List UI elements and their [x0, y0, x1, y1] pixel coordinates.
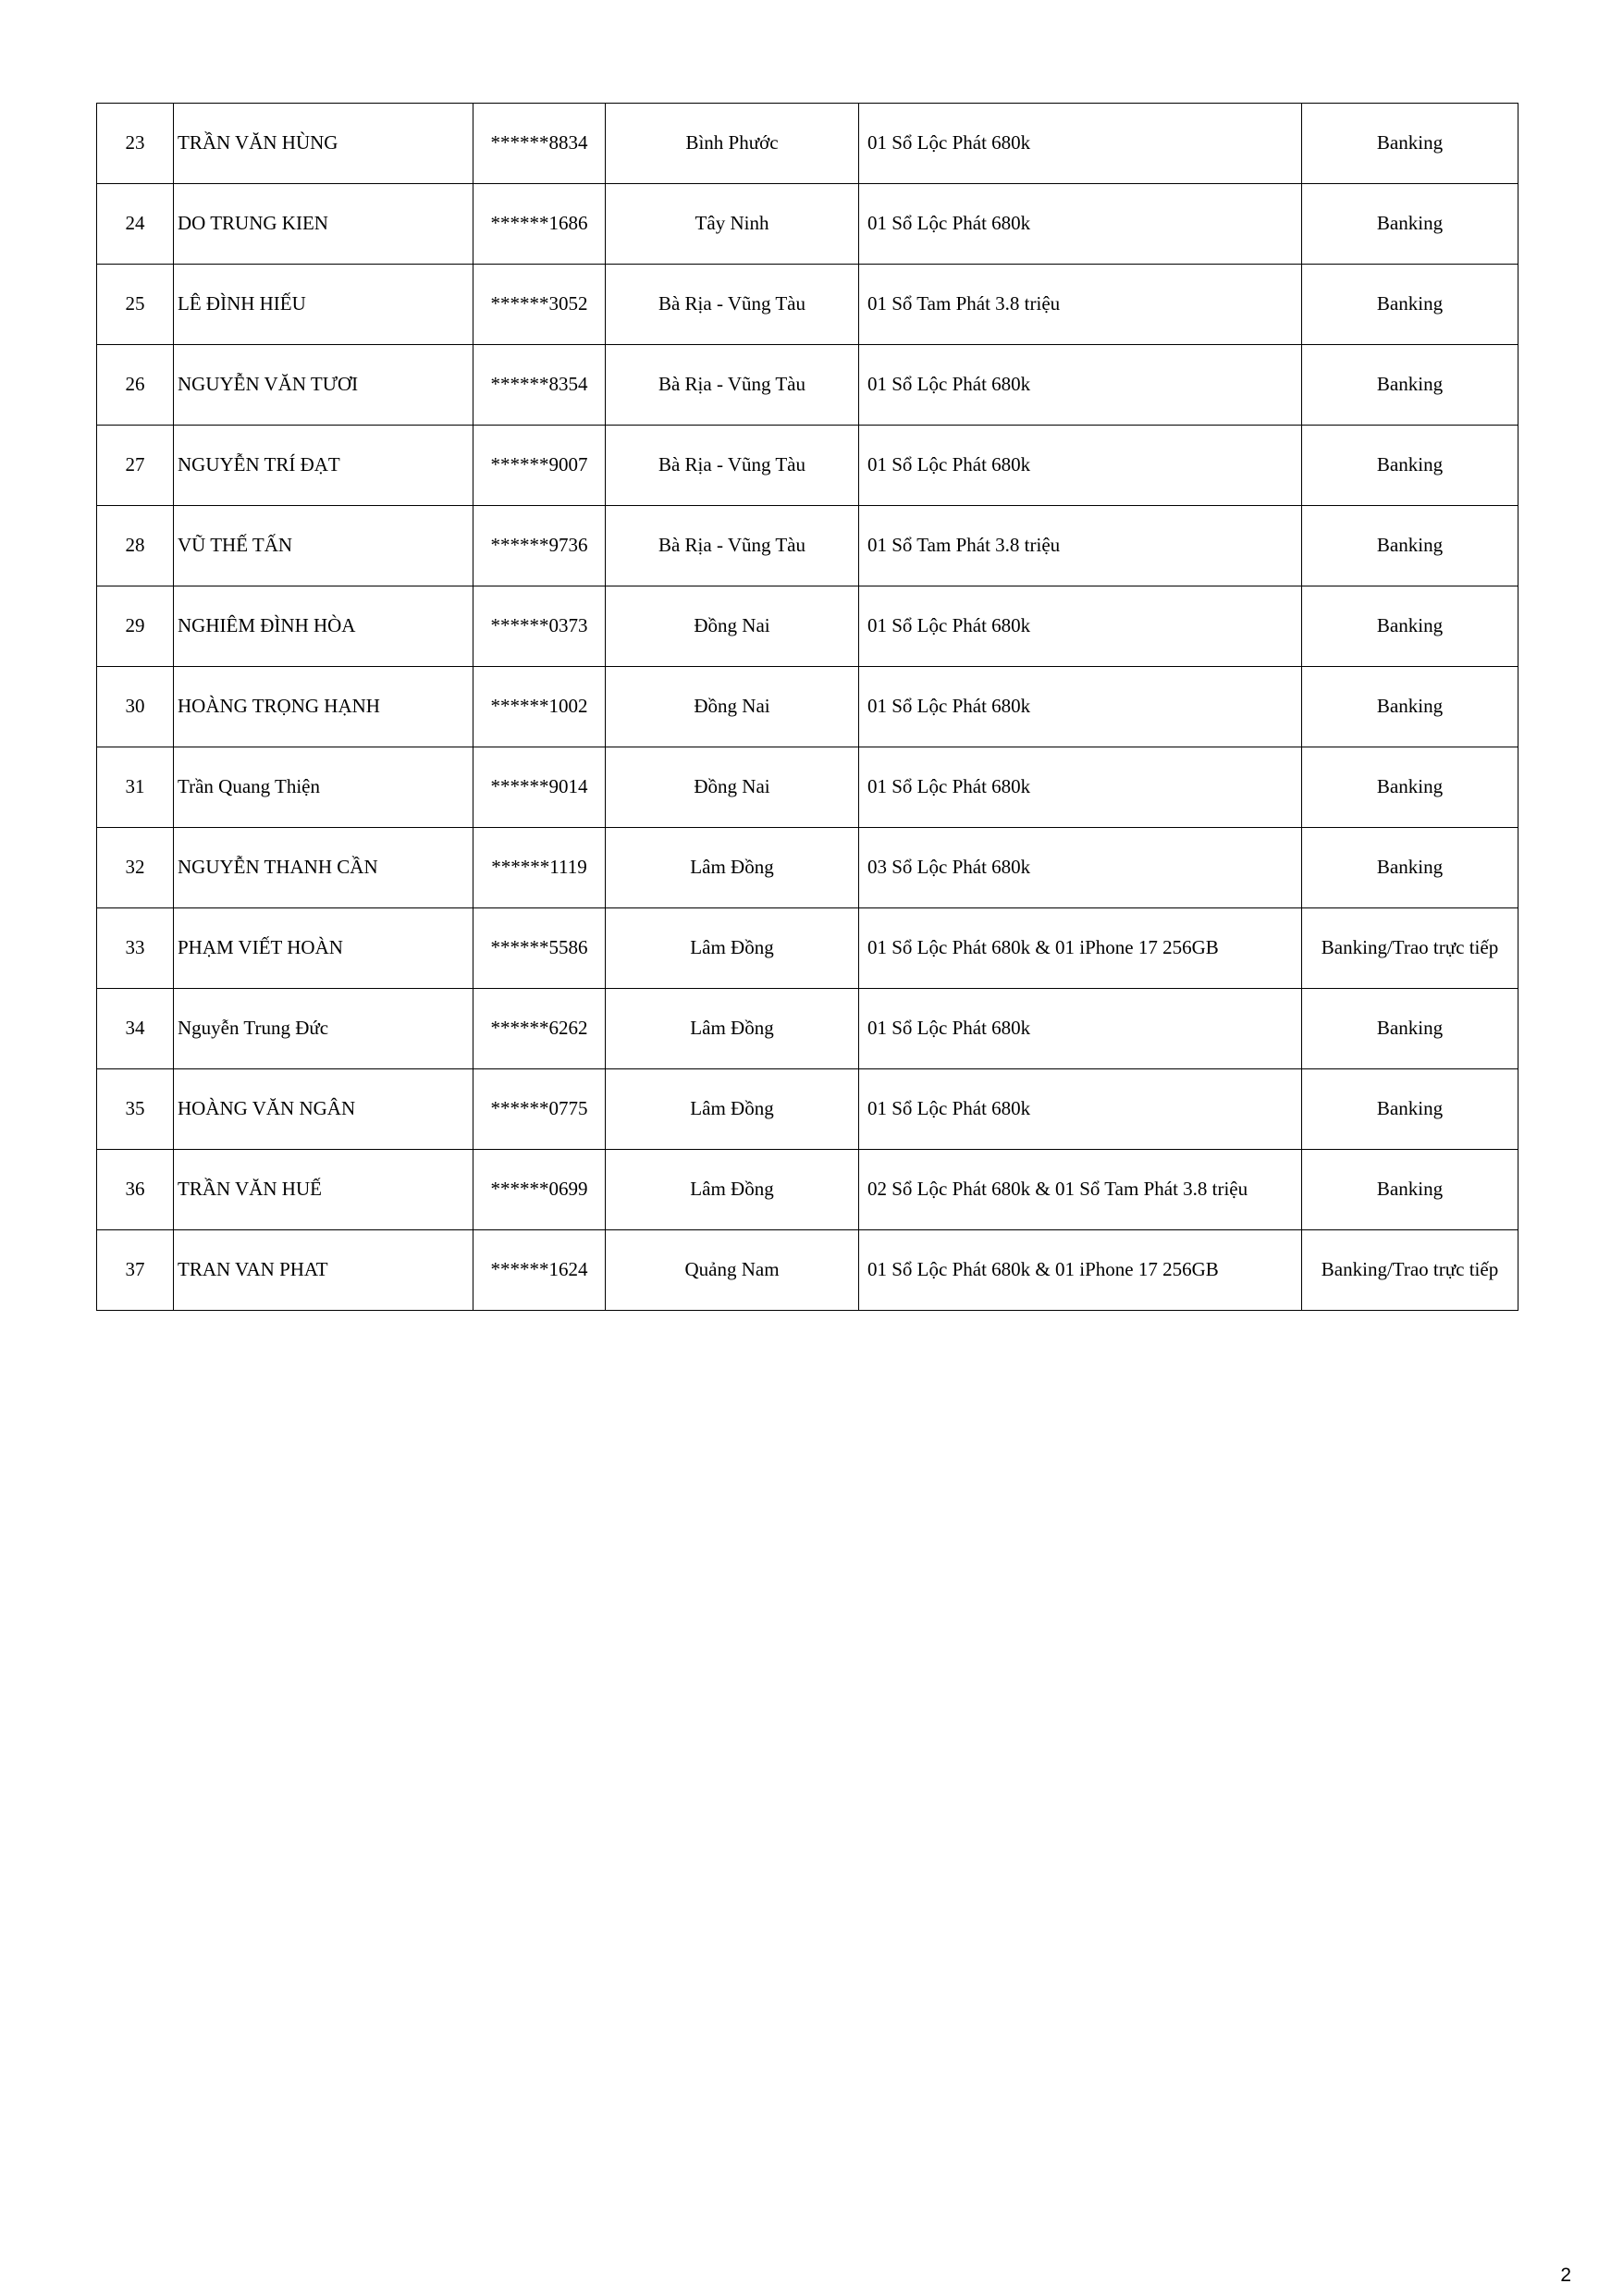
cell-prize: 01 Sổ Lộc Phát 680k: [859, 426, 1302, 506]
cell-customer-name: TRẦN VĂN HUẾ: [174, 1150, 473, 1230]
cell-province: Đồng Nai: [606, 667, 859, 747]
cell-account-number: ******9007: [473, 426, 606, 506]
cell-award-method: Banking: [1302, 989, 1518, 1069]
table-row: [97, 828, 1518, 908]
cell-prize: 01 Sổ Lộc Phát 680k: [859, 586, 1302, 667]
cell-prize: 01 Sổ Tam Phát 3.8 triệu: [859, 506, 1302, 586]
cell-stt: 23: [97, 104, 174, 184]
table-row: [97, 1230, 1518, 1311]
cell-prize: 03 Sổ Lộc Phát 680k: [859, 828, 1302, 908]
cell-province: Tây Ninh: [606, 184, 859, 265]
cell-prize: 01 Sổ Lộc Phát 680k: [859, 184, 1302, 265]
cell-stt: 29: [97, 586, 174, 667]
table-row: [97, 586, 1518, 667]
table-row: [97, 989, 1518, 1069]
table-row: [97, 345, 1518, 426]
cell-customer-name: Nguyễn Trung Đức: [174, 989, 473, 1069]
cell-province: Đồng Nai: [606, 747, 859, 828]
cell-province: Lâm Đồng: [606, 908, 859, 989]
table-row: [97, 908, 1518, 989]
cell-customer-name: NGHIÊM ĐÌNH HÒA: [174, 586, 473, 667]
table-row: [97, 104, 1518, 184]
cell-province: Bà Rịa - Vũng Tàu: [606, 506, 859, 586]
table-row: [97, 184, 1518, 265]
cell-award-method: Banking: [1302, 747, 1518, 828]
table-row: [97, 426, 1518, 506]
cell-account-number: ******3052: [473, 265, 606, 345]
cell-customer-name: NGUYỄN VĂN TƯƠI: [174, 345, 473, 426]
cell-award-method: Banking: [1302, 586, 1518, 667]
cell-award-method: Banking: [1302, 506, 1518, 586]
cell-stt: 34: [97, 989, 174, 1069]
cell-stt: 30: [97, 667, 174, 747]
cell-stt: 35: [97, 1069, 174, 1150]
cell-prize: 01 Sổ Lộc Phát 680k: [859, 104, 1302, 184]
cell-award-method: Banking: [1302, 104, 1518, 184]
cell-prize: 01 Sổ Lộc Phát 680k: [859, 345, 1302, 426]
table-row: [97, 265, 1518, 345]
cell-stt: 28: [97, 506, 174, 586]
table-row: [97, 1069, 1518, 1150]
winners-table: [96, 103, 1518, 1311]
cell-account-number: ******1119: [473, 828, 606, 908]
cell-account-number: ******6262: [473, 989, 606, 1069]
cell-award-method: Banking: [1302, 184, 1518, 265]
cell-account-number: ******0775: [473, 1069, 606, 1150]
cell-account-number: ******0373: [473, 586, 606, 667]
cell-customer-name: HOÀNG VĂN NGÂN: [174, 1069, 473, 1150]
cell-customer-name: LÊ ĐÌNH HIẾU: [174, 265, 473, 345]
cell-stt: 32: [97, 828, 174, 908]
cell-province: Lâm Đồng: [606, 989, 859, 1069]
winners-table-body: [97, 104, 1518, 1311]
cell-province: Bà Rịa - Vũng Tàu: [606, 265, 859, 345]
cell-award-method: Banking: [1302, 1150, 1518, 1230]
cell-account-number: ******8354: [473, 345, 606, 426]
table-row: [97, 506, 1518, 586]
cell-customer-name: DO TRUNG KIEN: [174, 184, 473, 265]
cell-account-number: ******9014: [473, 747, 606, 828]
cell-province: Lâm Đồng: [606, 828, 859, 908]
cell-prize: 02 Sổ Lộc Phát 680k & 01 Sổ Tam Phát 3.8 triệu: [859, 1150, 1302, 1230]
cell-award-method: Banking: [1302, 265, 1518, 345]
cell-customer-name: Trần Quang Thiện: [174, 747, 473, 828]
cell-customer-name: VŨ THẾ TẤN: [174, 506, 473, 586]
cell-stt: 26: [97, 345, 174, 426]
cell-award-method: Banking: [1302, 667, 1518, 747]
cell-prize: 01 Sổ Lộc Phát 680k: [859, 747, 1302, 828]
cell-stt: 25: [97, 265, 174, 345]
cell-account-number: ******9736: [473, 506, 606, 586]
cell-account-number: ******0699: [473, 1150, 606, 1230]
cell-stt: 36: [97, 1150, 174, 1230]
cell-province: Đồng Nai: [606, 586, 859, 667]
table-row: [97, 747, 1518, 828]
page-number: 2: [1560, 2265, 1571, 2286]
cell-province: Bà Rịa - Vũng Tàu: [606, 345, 859, 426]
cell-customer-name: PHẠM VIẾT HOÀN: [174, 908, 473, 989]
cell-province: Quảng Nam: [606, 1230, 859, 1311]
cell-award-method: Banking: [1302, 828, 1518, 908]
cell-customer-name: HOÀNG TRỌNG HẠNH: [174, 667, 473, 747]
cell-customer-name: NGUYỄN TRÍ ĐẠT: [174, 426, 473, 506]
cell-stt: 33: [97, 908, 174, 989]
table-row: [97, 667, 1518, 747]
cell-award-method: Banking: [1302, 426, 1518, 506]
cell-account-number: ******1624: [473, 1230, 606, 1311]
cell-award-method: Banking/Trao trực tiếp: [1302, 1230, 1518, 1311]
cell-stt: 24: [97, 184, 174, 265]
cell-prize: 01 Sổ Lộc Phát 680k & 01 iPhone 17 256GB: [859, 1230, 1302, 1311]
cell-prize: 01 Sổ Lộc Phát 680k & 01 iPhone 17 256GB: [859, 908, 1302, 989]
cell-province: Bà Rịa - Vũng Tàu: [606, 426, 859, 506]
cell-award-method: Banking/Trao trực tiếp: [1302, 908, 1518, 989]
cell-stt: 31: [97, 747, 174, 828]
cell-account-number: ******5586: [473, 908, 606, 989]
table-row: [97, 1150, 1518, 1230]
cell-customer-name: NGUYỄN THANH CẦN: [174, 828, 473, 908]
cell-stt: 27: [97, 426, 174, 506]
cell-prize: 01 Sổ Tam Phát 3.8 triệu: [859, 265, 1302, 345]
cell-province: Lâm Đồng: [606, 1069, 859, 1150]
cell-account-number: ******1002: [473, 667, 606, 747]
cell-account-number: ******1686: [473, 184, 606, 265]
cell-award-method: Banking: [1302, 1069, 1518, 1150]
cell-prize: 01 Sổ Lộc Phát 680k: [859, 667, 1302, 747]
cell-customer-name: TRẦN VĂN HÙNG: [174, 104, 473, 184]
cell-stt: 37: [97, 1230, 174, 1311]
cell-customer-name: TRAN VAN PHAT: [174, 1230, 473, 1311]
cell-prize: 01 Sổ Lộc Phát 680k: [859, 1069, 1302, 1150]
cell-award-method: Banking: [1302, 345, 1518, 426]
cell-prize: 01 Sổ Lộc Phát 680k: [859, 989, 1302, 1069]
cell-province: Bình Phước: [606, 104, 859, 184]
cell-account-number: ******8834: [473, 104, 606, 184]
cell-province: Lâm Đồng: [606, 1150, 859, 1230]
